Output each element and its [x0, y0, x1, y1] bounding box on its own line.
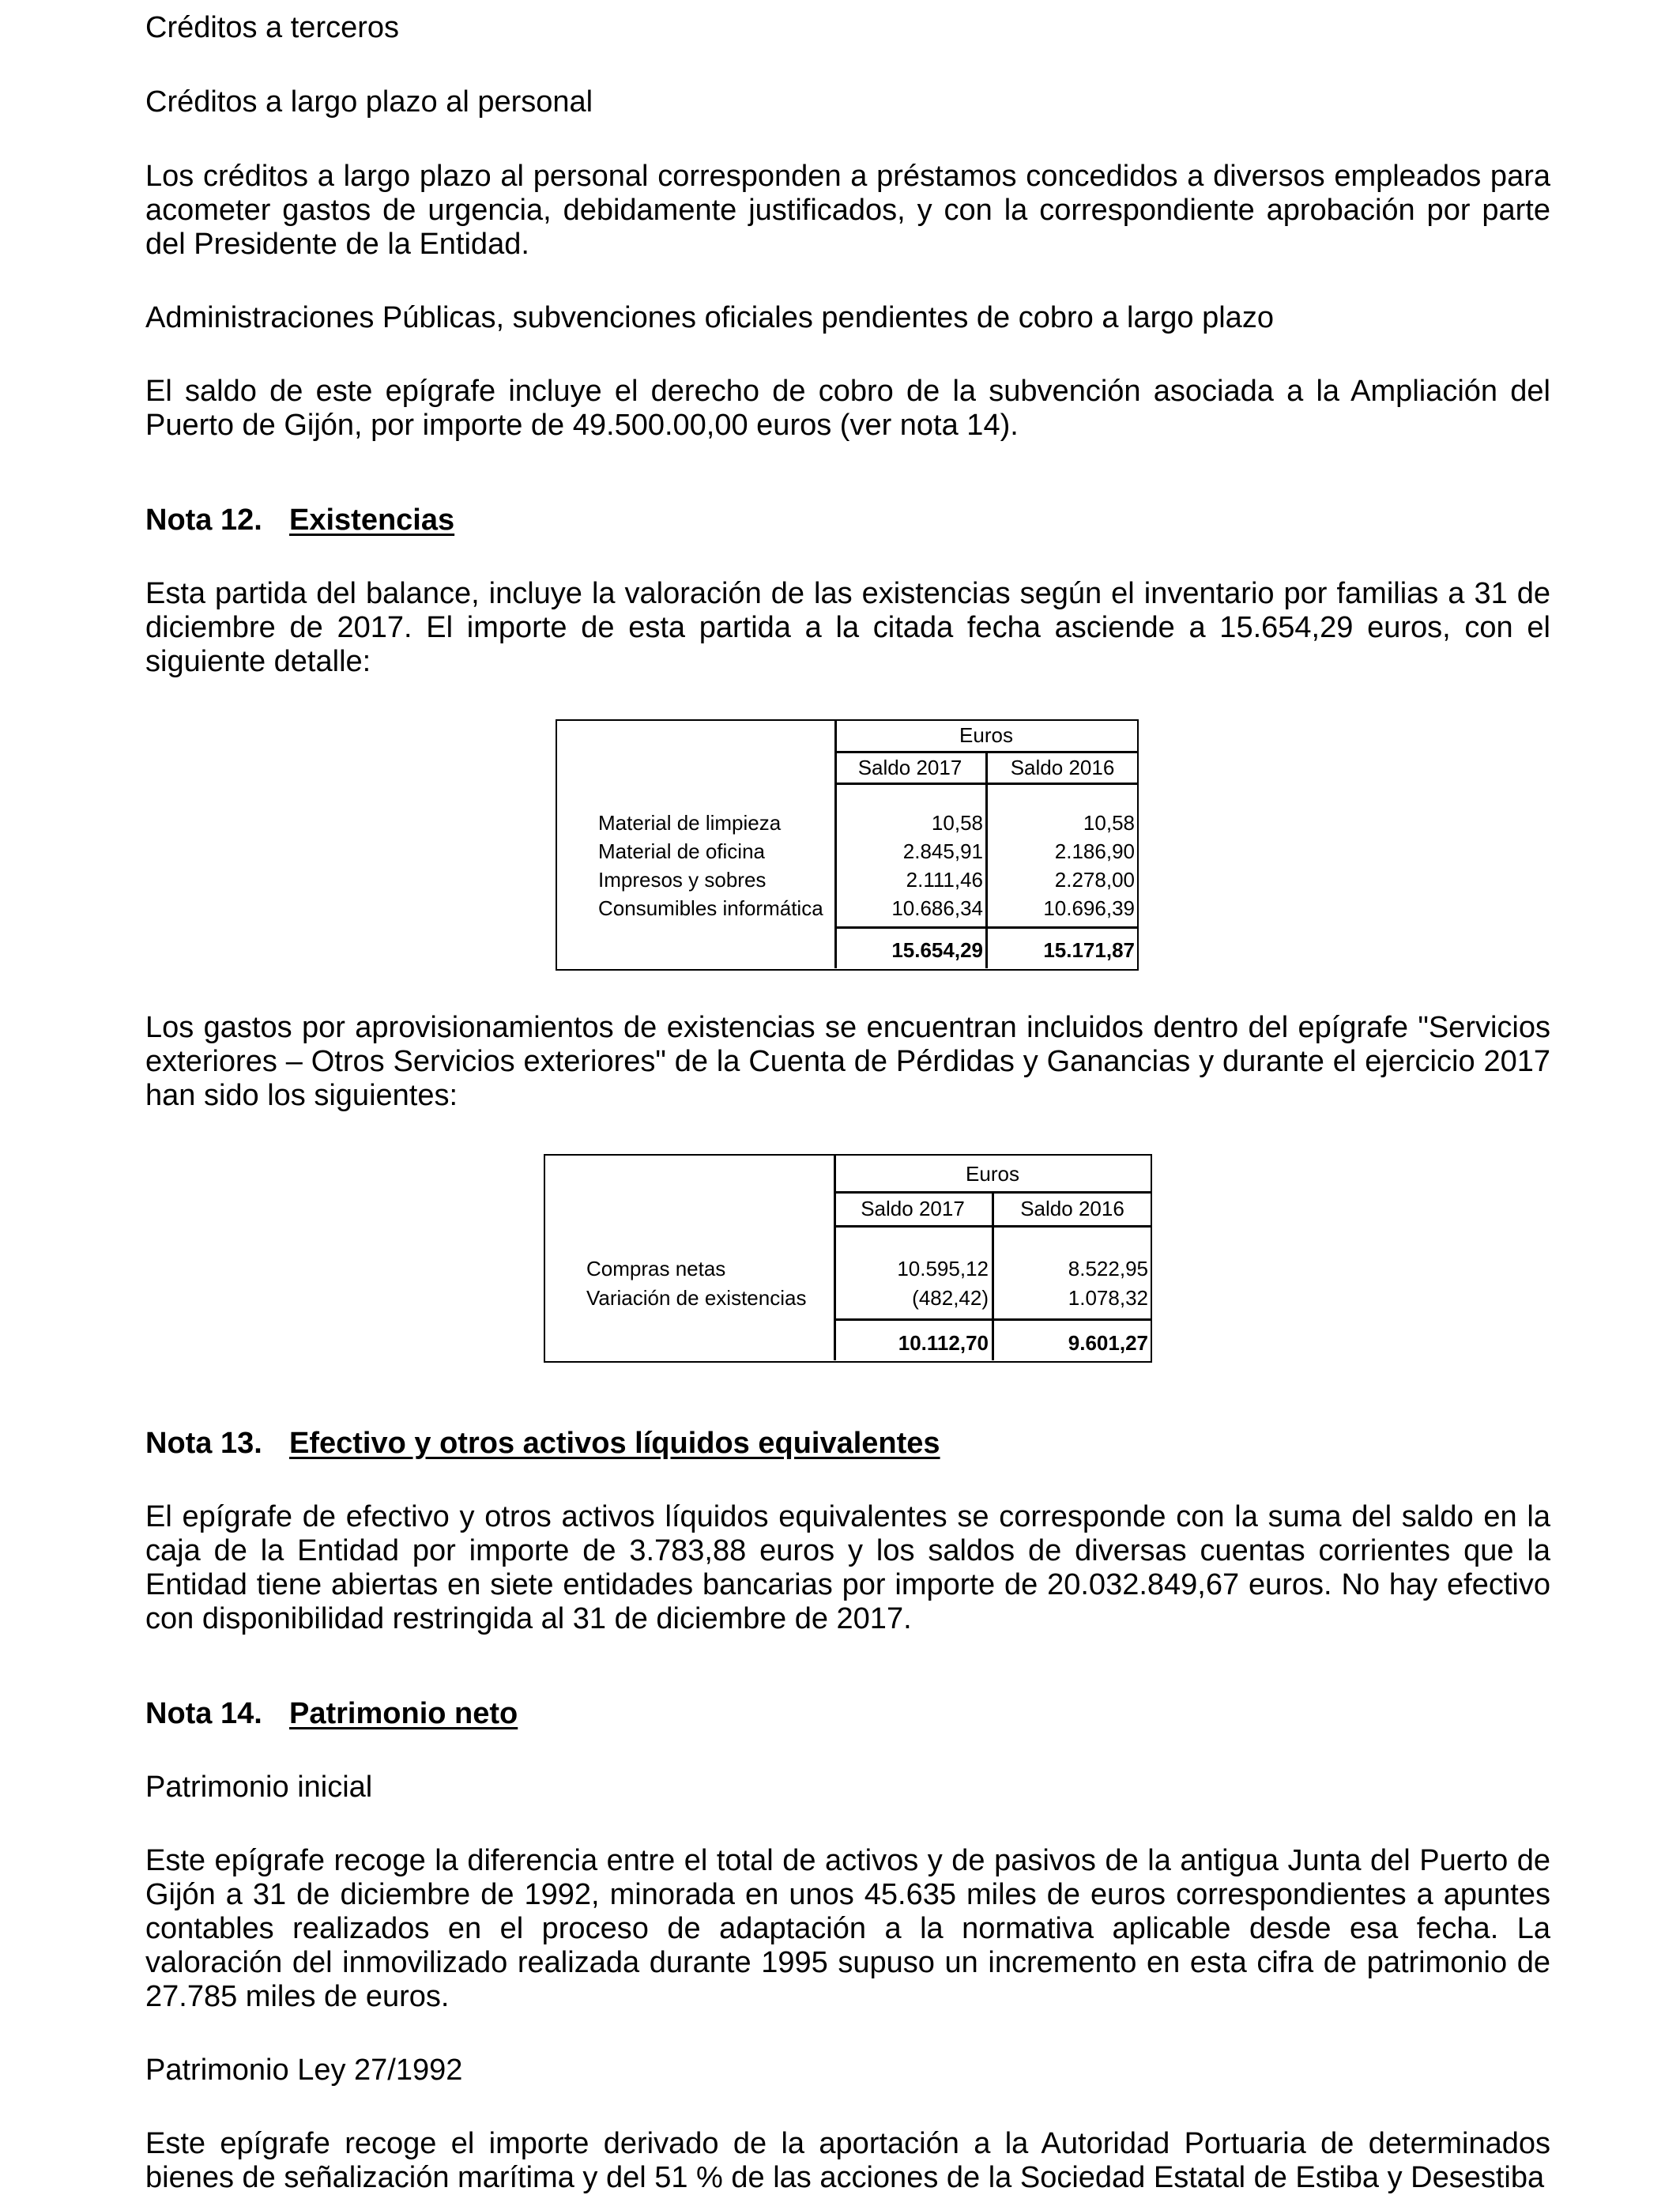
row-value-2016: 10,58	[1083, 811, 1135, 835]
table-divider	[834, 783, 1138, 785]
total-2017: 15.654,29	[891, 938, 983, 962]
table-divider	[834, 926, 1138, 929]
heading-title: Existencias	[289, 503, 455, 537]
row-value-2017: 2.845,91	[902, 839, 983, 863]
total-2016: 15.171,87	[1043, 938, 1135, 962]
row-value-2017: 10,58	[931, 811, 983, 835]
row-label: Material de oficina	[598, 839, 765, 863]
heading-number: Nota 12.	[145, 503, 262, 537]
table-total-row	[545, 1331, 1151, 1360]
heading-nota-13	[145, 1427, 940, 1461]
heading-number: Nota 14.	[145, 1697, 262, 1730]
subsection-title-patrimonio-ley: Patrimonio Ley 27/1992	[145, 2054, 463, 2087]
table-row	[545, 1286, 1151, 1314]
row-value-2017: 10.595,12	[897, 1257, 989, 1280]
table-row	[557, 811, 1137, 839]
paragraph-efectivo: El epígrafe de efectivo y otros activos líquidos equivalentes se corresponde con la suma del saldo en la caja de la Entidad por importe de 3.783,88 euros y los saldos de diversas cuentas corrientes que la Entidad tiene abiertas en siete entidades bancarias por importe de 20.032.849,67 euros. No hay efectivo con disponibilidad restringida al 31 de diciembre de 2017.	[145, 1500, 1550, 1635]
row-label: Impresos y sobres	[598, 868, 767, 892]
subsection-title-creditos-personal: Créditos a largo plazo al personal	[145, 85, 593, 119]
table-row	[557, 896, 1137, 925]
subsection-title-patrimonio-inicial: Patrimonio inicial	[145, 1771, 373, 1804]
row-label: Consumibles informática	[598, 896, 823, 920]
existencias-table	[556, 719, 1139, 971]
row-value-2017: (482,42)	[912, 1286, 989, 1310]
row-value-2017: 10.686,34	[891, 896, 983, 920]
total-2017: 10.112,70	[898, 1331, 989, 1355]
heading-number: Nota 13.	[145, 1427, 262, 1460]
table-header-euros: Euros	[959, 723, 1013, 747]
paragraph-existencias: Esta partida del balance, incluye la valoración de las existencias según el inventario por familias a 31 de diciembre de 2017. El importe de esta partida a la citada fecha asciende a 15.654,29 euros, con el siguiente detalle:	[145, 577, 1550, 678]
heading-nota-12	[145, 503, 454, 537]
heading-nota-14	[145, 1697, 518, 1731]
table-header-col1: Saldo 2017	[861, 1197, 965, 1220]
table-divider	[834, 1225, 1151, 1228]
paragraph-creditos-personal: Los créditos a largo plazo al personal corresponden a préstamos concedidos a diversos empleados para acometer gastos de urgencia, debidamente justificados, y con la correspondiente aprobación por parte del Presidente de la Entidad.	[145, 160, 1550, 261]
paragraph-patrimonio-ley: Este epígrafe recoge el importe derivado de la aportación a la Autoridad Portuaria de determinados bienes de señalización marítima y del 51 % de las acciones de la Sociedad Estatal de Estiba y Desestiba	[145, 2127, 1550, 2194]
heading-title: Efectivo y otros activos líquidos equivalentes	[289, 1427, 940, 1460]
table-row	[545, 1257, 1151, 1285]
table-row	[557, 868, 1137, 896]
table-row	[557, 839, 1137, 868]
paragraph-administraciones: El saldo de este epígrafe incluye el derecho de cobro de la subvención asociada a la Ampliación del Puerto de Gijón, por importe de 49.500.00,00 euros (ver nota 14).	[145, 375, 1550, 442]
paragraph-patrimonio-inicial: Este epígrafe recoge la diferencia entre el total de activos y de pasivos de la antigua Junta del Puerto de Gijón a 31 de diciembre de 1992, minorada en unos 45.635 miles de euros correspondientes a apuntes contables realizados en el proceso de adaptación a la normativa aplicable desde esa fecha. La valoración del inmovilizado realizada durante 1995 supuso un incremento en esta cifra de patrimonio de 27.785 miles de euros.	[145, 1844, 1550, 2013]
row-value-2017: 2.111,46	[906, 868, 983, 892]
row-value-2016: 1.078,32	[1068, 1286, 1148, 1310]
row-label: Compras netas	[586, 1257, 726, 1280]
row-value-2016: 10.696,39	[1043, 896, 1135, 920]
row-value-2016: 2.186,90	[1054, 839, 1135, 863]
table-header-col1: Saldo 2017	[857, 756, 962, 779]
table-divider	[834, 751, 1138, 753]
paragraph-aprovisionamientos: Los gastos por aprovisionamientos de existencias se encuentran incluidos dentro del epígrafe "Servicios exteriores – Otros Servicios exteriores" de la Cuenta de Pérdidas y Ganancias y durante el ejercicio 2017 han sido los siguientes:	[145, 1011, 1550, 1112]
subsection-title-administraciones: Administraciones Públicas, subvenciones oficiales pendientes de cobro a largo plazo	[145, 301, 1274, 334]
table-header-euros: Euros	[966, 1162, 1019, 1186]
aprovisionamientos-table	[544, 1154, 1152, 1363]
table-header-col2: Saldo 2016	[1010, 756, 1115, 779]
table-header-col2: Saldo 2016	[1020, 1197, 1124, 1220]
table-divider	[834, 1191, 1151, 1194]
row-label: Material de limpieza	[598, 811, 782, 835]
row-value-2016: 8.522,95	[1068, 1257, 1148, 1280]
total-2016: 9.601,27	[1068, 1331, 1148, 1355]
heading-title: Patrimonio neto	[289, 1697, 518, 1730]
row-label: Variación de existencias	[586, 1286, 807, 1310]
section-label-creditos-terceros: Créditos a terceros	[145, 11, 400, 44]
table-divider	[834, 1318, 1151, 1321]
row-value-2016: 2.278,00	[1054, 868, 1135, 892]
table-total-row	[557, 938, 1137, 967]
